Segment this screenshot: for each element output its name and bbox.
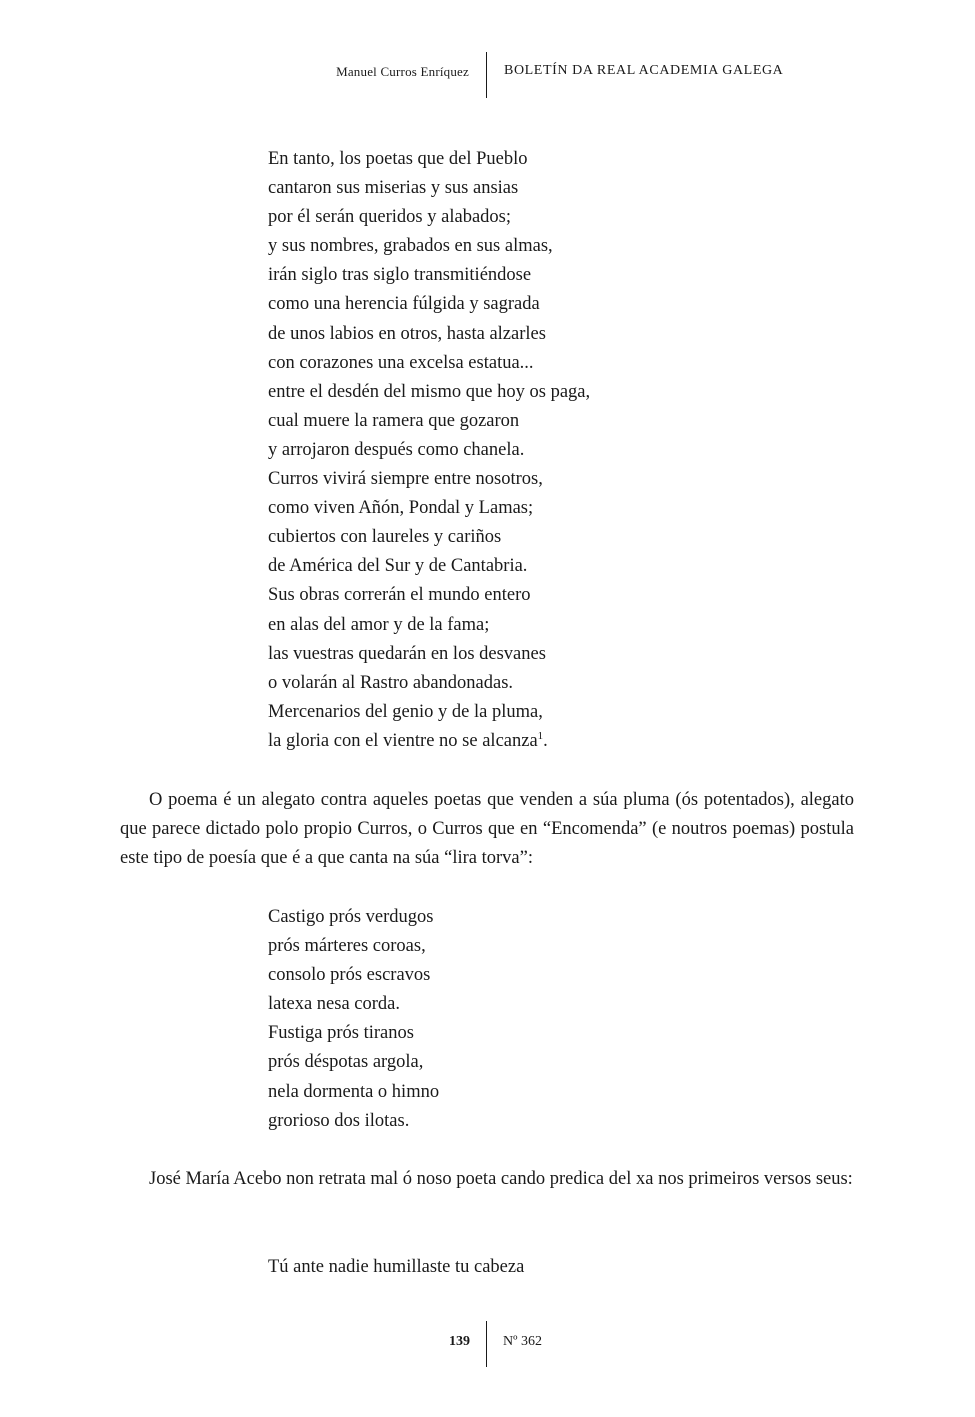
verse-line: prós márteres coroas, <box>268 936 426 957</box>
verse-line: nela dormenta o himno <box>268 1081 440 1102</box>
verse-line: de unos labios en otros, hasta alzarles <box>268 323 546 344</box>
footnote-reference[interactable]: 1 <box>537 729 544 742</box>
verse-line: consolo prós escravos <box>268 965 431 986</box>
footer-divider <box>486 1321 487 1367</box>
body-paragraph-1: O poema é un alegato contra aqueles poetas que venden a súa pluma (ós potentados), alegato que parece dictado polo propio Curros, o Curros que en “Encomenda” (e noutros poemas) postula este tipo de poesía que é a que canta na súa “lira torva”: <box>120 790 854 869</box>
verse-line: Curros vivirá siempre entre nosotros, <box>268 469 543 490</box>
verse-line: y arrojaron después como chanela. <box>268 439 525 460</box>
verse-line: Tú ante nadie humillaste tu cabeza <box>268 1257 525 1277</box>
verse-line-last-punctuation: . <box>543 730 548 751</box>
issue-number: Nº 362 <box>503 1334 542 1349</box>
verse-line-last <box>268 727 590 756</box>
verse-line: por él serán queridos y alabados; <box>268 207 511 228</box>
verse-line: cual muere la ramera que gozaron <box>268 410 520 431</box>
verse-line-last-text: la gloria con el vientre no se alcanza <box>268 730 538 751</box>
verse-line: Castigo prós verdugos <box>268 907 434 927</box>
verse-line: latexa nesa corda. <box>268 994 400 1015</box>
verse-line: con corazones una excelsa estatua... <box>268 352 534 373</box>
verse-line: prós déspotas argola, <box>268 1052 424 1073</box>
body-paragraph-2: José María Acebo non retrata mal ó noso poeta cando predica del xa nos primeiros versos seus: <box>149 1169 853 1189</box>
poem-third <box>268 1253 524 1282</box>
header-author: Manuel Curros Enríquez <box>336 64 469 79</box>
verse-line: En tanto, los poetas que del Pueblo <box>268 149 528 169</box>
header-divider <box>486 52 487 98</box>
verse-line: o volarán al Rastro abandonadas. <box>268 672 514 693</box>
verse-line: grorioso dos ilotas. <box>268 1110 410 1131</box>
page-number: 139 <box>449 1334 470 1349</box>
verse-line: Sus obras correrán el mundo entero <box>268 585 531 606</box>
verse-line: como viven Añón, Pondal y Lamas; <box>268 498 534 519</box>
verse-line: Fustiga prós tiranos <box>268 1023 414 1044</box>
verse-line: de América del Sur y de Cantabria. <box>268 556 528 577</box>
verse-line: irán siglo tras siglo transmitiéndose <box>268 265 532 286</box>
poem-main <box>268 145 590 756</box>
poem-second <box>268 903 439 1136</box>
verse-line: las vuestras quedarán en los desvanes <box>268 643 546 664</box>
verse-line: y sus nombres, grabados en sus almas, <box>268 236 553 257</box>
verse-line: en alas del amor y de la fama; <box>268 614 490 635</box>
verse-line: cubiertos con laureles y cariños <box>268 527 502 548</box>
verse-line: Mercenarios del genio y de la pluma, <box>268 701 543 722</box>
verse-line: cantaron sus miserias y sus ansias <box>268 178 519 199</box>
header-journal: BOLETÍN DA REAL ACADEMIA GALEGA <box>504 63 784 78</box>
verse-line: como una herencia fúlgida y sagrada <box>268 294 540 315</box>
verse-line: entre el desdén del mismo que hoy os paga, <box>268 381 591 402</box>
